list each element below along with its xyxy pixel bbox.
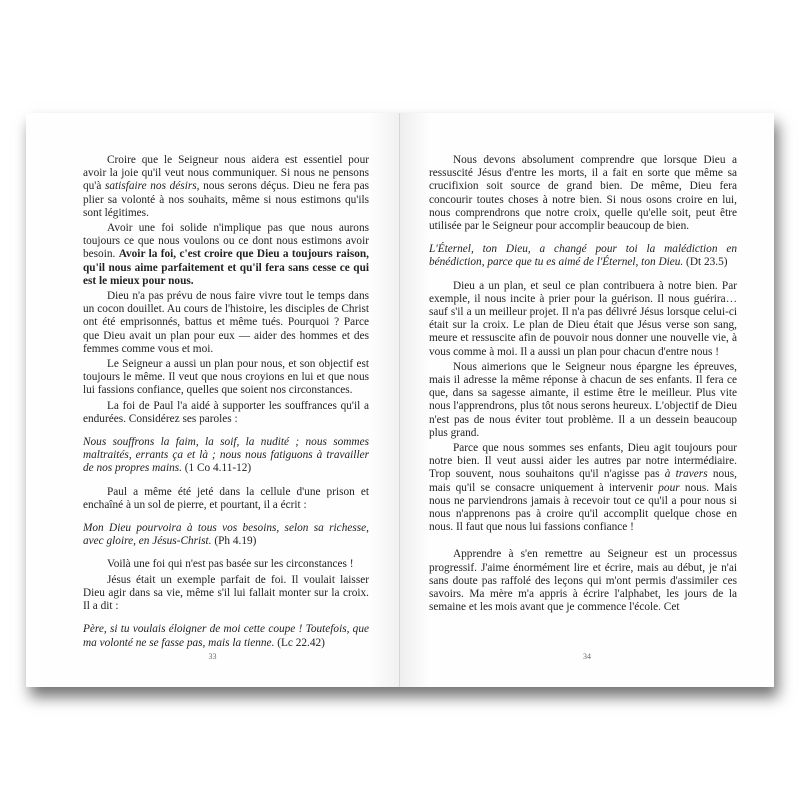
paragraph: Le Seigneur a aussi un plan pour nous, et son objectif est toujours le même. Il veut que nous croyions en lui et que nous lui fassions confiance, quelles que soient nos circonstances. bbox=[83, 358, 369, 397]
page-number: 34 bbox=[583, 652, 591, 661]
right-page bbox=[400, 113, 774, 687]
scripture-quote: L'Éternel, ton Dieu, a changé pour toi la malédiction en bénédiction, parce que tu es aimé de l'Éternel, ton Dieu. (Dt 23.5) bbox=[429, 243, 737, 269]
scripture-quote: Nous souffrons la faim, la soif, la nudité ; nous sommes maltraités, errants ça et là ; nous nous fatiguons à travailler de nos propres mains. (1 Co 4.11-12) bbox=[83, 436, 369, 475]
page-number: 33 bbox=[208, 652, 217, 661]
paragraph: Dieu a un plan, et seul ce plan contribuera à notre bien. Par exemple, il nous incite à prier pour la guérison. Il nous guérira… sauf s'il a un meilleur projet. Il n'a pas délivré Jésus lorsque celui-ci était sur la croix. Le plan de Dieu était que Jésus verse son sang, meure et ressuscite afin de pouvoir nous donner une nouvelle vie, à vous comme à moi. Il a aussi un plan pour chacun d'entre nous ! bbox=[429, 279, 737, 358]
paragraph: Apprendre à s'en remettre au Seigneur est un processus progressif. J'aime énormément lire et écrire, mais au début, je n'ai sans doute pas raffolé des leçons qui m'ont permis d'assimiler ces savoirs. Ma mère m'a appris à écrire l'alphabet, les jours de la semaine et les mois avant que je commence l'école. Cet bbox=[429, 548, 737, 614]
right-page-text bbox=[429, 154, 737, 617]
paragraph: Parce que nous sommes ses enfants, Dieu agit toujours pour notre bien. Il veut aussi aider les autres par notre intermédiaire. Trop souvent, nous souhaitons qu'il n'agisse pas à travers nous, mais qu'il se consacre uniquement à intervenir pour nous. Mais nous ne parviendrons jamais à recevoir tout ce qu'il a pour nous si nous n'apprenons pas à croire qu'il accomplit quelque chose en nous. Il faut que nous lui fassions confiance ! bbox=[429, 442, 737, 534]
paragraph: Paul a même été jeté dans la cellule d'une prison et enchaîné à un sol de pierre, et pourtant, il a écrit : bbox=[83, 485, 369, 511]
scripture-quote: Mon Dieu pourvoira à tous vos besoins, selon sa richesse, avec gloire, en Jésus-Christ. (Ph 4.19) bbox=[83, 522, 369, 548]
paragraph: Croire que le Seigneur nous aidera est essentiel pour avoir la joie qu'il veut nous communiquer. Si nous ne pensons qu'à satisfaire nos désirs, nous serons déçus. Dieu ne fera pas plier sa volonté à nos souhaits, même si nous estimons qu'ils sont légitimes. bbox=[83, 154, 369, 219]
paragraph: Jésus était un exemple parfait de foi. Il voulait laisser Dieu agir dans sa vie, même s'il lui fallait monter sur la croix. Il a dit : bbox=[83, 573, 369, 613]
book-spread bbox=[26, 113, 774, 687]
paragraph: Voilà une foi qui n'est pas basée sur les circonstances ! bbox=[107, 558, 354, 571]
paragraph: Dieu n'a pas prévu de nous faire vivre tout le temps dans un cocon douillet. Au cours de l'histoire, les disciples de Christ ont été emprisonnés, battus et même tués. Pourquoi ? Parce que Dieu avait un plan pour eux — aider des hommes et des femmes comme vous et moi. bbox=[83, 290, 369, 355]
paragraph: Nous devons absolument comprendre que lorsque Dieu a ressuscité Jésus d'entre les morts, il a fait en sorte que même sa crucifixion soit source de grand bien. De même, Dieu fera concourir toutes choses à notre bien. Si nous osons croire en lui, nous comprendrons que notre croix, quelle qu'elle soit, peut être utilisée par le Seigneur pour accomplir beaucoup de bien. bbox=[429, 154, 737, 233]
paragraph: La foi de Paul l'a aidé à supporter les souffrances qu'il a endurées. Considérez ses paroles : bbox=[83, 399, 369, 425]
left-page bbox=[26, 113, 400, 687]
left-page-text bbox=[83, 154, 369, 660]
paragraph: Nous aimerions que le Seigneur nous épargne les épreuves, mais il adresse la même réponse à chacun de ses enfants. Il fera ce que, dans sa sagesse aimante, il estime être le meilleur. Plus vite nous l'apprendrons, plus tôt nous serons heureux. L'objectif de Dieu n'est pas de nous éviter tout problème. Il a un dessein beaucoup plus grand. bbox=[429, 360, 737, 439]
scripture-quote: Père, si tu voulais éloigner de moi cette coupe ! Toutefois, que ma volonté ne se fasse pas, mais la tienne. (Lc 22.42) bbox=[83, 623, 369, 649]
paragraph: Avoir une foi solide n'implique pas que nous aurons toujours ce que nous voulons ou ce dont nous estimons avoir besoin. Avoir la foi, c'est croire que Dieu a toujours raison, qu'il nous aime parfaitement et qu'il fera sans cesse ce qui est le mieux pour nous. bbox=[83, 222, 369, 287]
